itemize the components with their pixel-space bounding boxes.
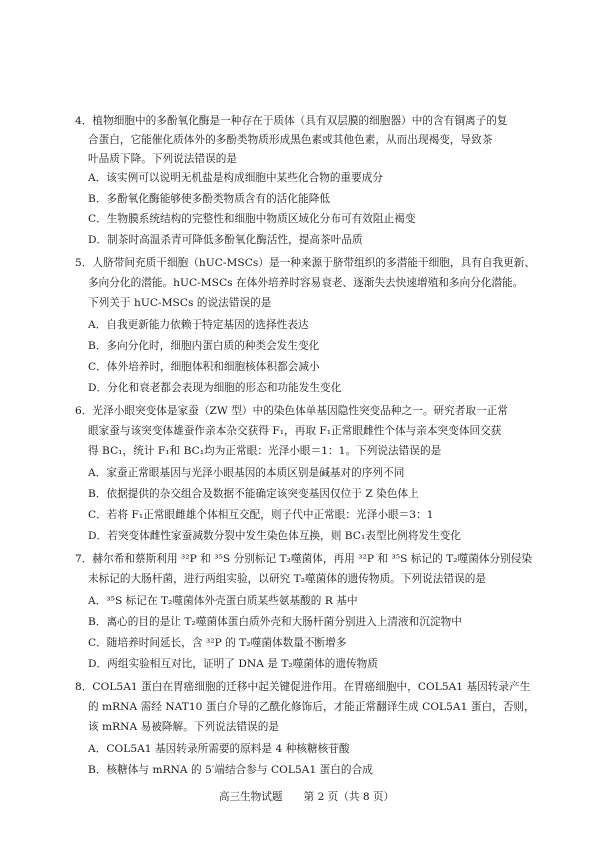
question-4-option-c: C．生物膜系统结构的完整性和细胞中物质区域化分布可有效阻止褐变 [88,213,416,225]
page-footer: 高三生物试题 第 2 页（共 8 页） [218,791,395,803]
question-4-option-b: B．多酚氧化酶能够使多酚类物质含有的活化能降低 [88,193,330,205]
question-5-stem-line-3: 下列关于 hUC-MSCs 的说法错误的是 [88,297,272,309]
question-7-option-d: D．两组实验相互对比，证明了 DNA 是 T₂噬菌体的遗传物质 [88,658,378,670]
question-6-stem-line-3: 得 BC₁，统计 F₁和 BC₁均为正常眼：光泽小眼＝1：1。下列说法错误的是 [88,445,442,457]
question-6-stem-line-1: 6．光泽小眼突变体是家蚕（ZW 型）中的染色体单基因隐性突变品种之一。研究者取一正常 [75,405,509,417]
question-4-option-a: A．该实例可以说明无机盐是构成细胞中某些化合物的重要成分 [88,172,384,184]
question-8-option-a: A．COL5A1 基因转录所需要的原料是 4 种核糖核苷酸 [88,743,350,755]
question-5-stem-line-1: 5．人脐带间充质干细胞（hUC-MSCs）是一种来源于脐带组织的多潜能干细胞，具有自我更新、 [75,257,536,269]
question-6-stem-line-2: 眼家蚕与该突变体雄蚕作亲本杂交获得 F₁，再取 F₁正常眼雌性个体与亲本突变体回交获 [88,425,502,437]
question-5-option-d: D．分化和衰老都会表现为细胞的形态和功能发生变化 [88,382,342,394]
question-5-option-c: C．体外培养时，细胞体积和细胞核体积都会减小 [88,361,320,373]
question-5-stem-line-2: 多向分化的潜能。hUC-MSCs 在体外培养时容易衰老、逐渐失去快速增殖和多向分化潜能。 [88,277,524,289]
question-4-option-d: D．制茶时高温杀青可降低多酚氧化酶活性，提高茶叶品质 [88,234,363,246]
question-8-stem-line-3: 该 mRNA 易被降解。下列说法错误的是 [88,721,279,733]
question-6-option-a: A．家蚕正常眼基因与光泽小眼基因的本质区别是碱基对的序列不同 [88,467,405,479]
question-4-stem-line-1: 4．植物细胞中的多酚氧化酶是一种存在于质体（具有双层膜的细胞器）中的含有铜离子的复 [75,115,508,127]
question-8-stem-line-1: 8．COL5A1 蛋白在胃癌细胞的迁移中起关键促进作用。在胃癌细胞中，COL5A1 基因转录产生 [75,681,531,693]
question-4-stem-line-2: 合蛋白，它能催化质体外的多酚类物质形成黑色素或其他色素，从而出现褐变，导致茶 [88,134,493,146]
question-8-stem-line-2: 的 mRNA 需经 NAT10 蛋白介导的乙酰化修饰后，才能正常翻译生成 COL5A1 蛋白，否则， [88,701,535,713]
question-7-stem-line-2: 未标记的大肠杆菌，进行两组实验，以研究 T₂噬菌体的遗传物质。下列说法错误的是 [88,573,487,585]
question-7-option-b: B．离心的目的是让 T₂噬菌体蛋白质外壳和大肠杆菌分别进入上清液和沉淀物中 [88,616,462,628]
question-6-option-c: C．若将 F₁正常眼雌雄个体相互交配，则子代中正常眼：光泽小眼＝3：1 [88,509,434,521]
question-7-option-c: C．随培养时间延长，含 ³²P 的 T₂噬菌体数量不断增多 [88,637,347,649]
question-6-option-b: B．依据提供的杂交组合及数据不能确定该突变基因仅位于 Z 染色体上 [88,488,419,500]
question-7-stem-line-1: 7．赫尔希和蔡斯利用 ³²P 和 ³⁵S 分别标记 T₂噬菌体，再用 ³²P 和 ³⁵S 标记的 T₂噬菌体分别侵染 [75,553,533,565]
question-6-option-d: D．若突变体雌性家蚕减数分裂中发生染色体互换，则 BC₁表型比例将发生变化 [88,530,462,542]
question-8-option-b: B．核糖体与 mRNA 的 5′端结合参与 COL5A1 蛋白的合成 [88,764,373,776]
question-5-option-a: A．自我更新能力依赖于特定基因的选择性表达 [88,319,309,331]
question-7-option-a: A．³⁵S 标记在 T₂噬菌体外壳蛋白质某些氨基酸的 R 基中 [88,595,358,607]
question-5-option-b: B．多向分化时，细胞内蛋白质的种类会发生变化 [88,340,320,352]
question-4-stem-line-3: 叶品质下降。下列说法错误的是 [88,153,238,165]
